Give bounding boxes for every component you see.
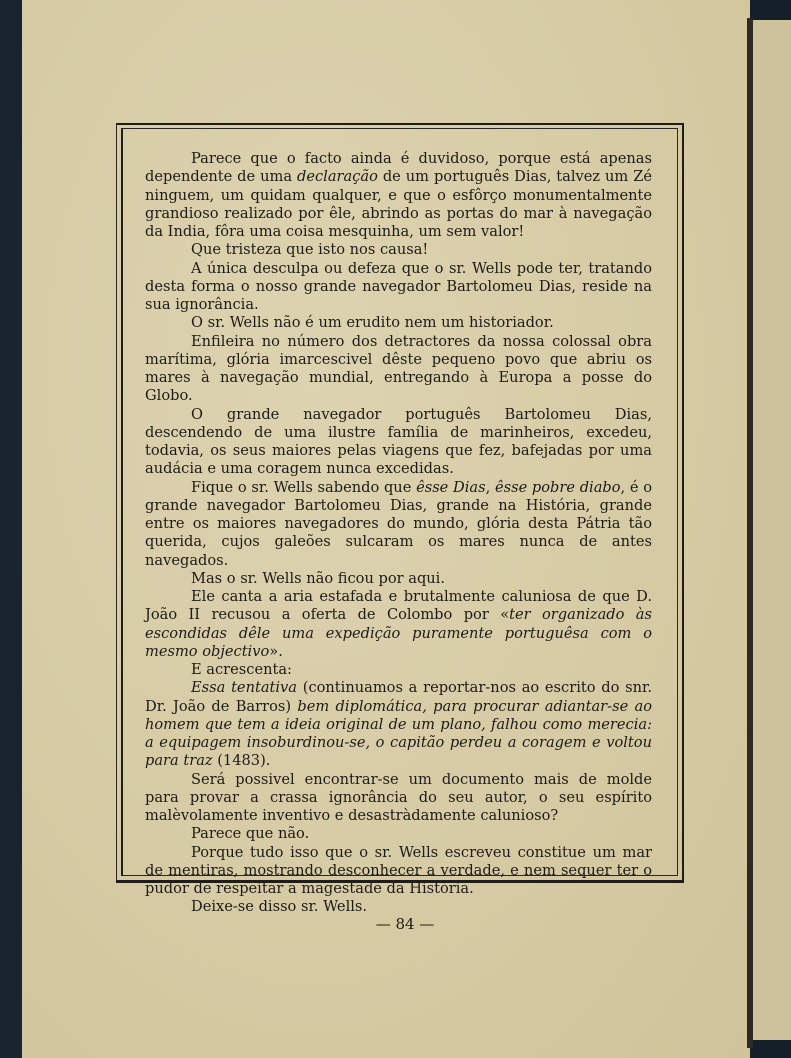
adjacent-page-edge <box>753 20 791 1040</box>
paragraph: Será possivel encontrar-se um documento mais de molde para provar a crassa ignorância do seu autor, o seu espírito malèvolamente inventivo e desastràdamente calunioso? <box>145 770 652 824</box>
paragraph: Essa tentativa (continuamos a reportar-nos ao escrito do snr. Dr. João de Barros) bem diplomática, para procurar adiantar-se ao homem que tem a ideia original de um plano, falhou como merecia: a equipagem insoburdinou-se, o capitão perdeu a coragem e voltou para traz (1483). <box>145 679 653 770</box>
paragraph: Fique o sr. Wells sabendo que êsse Dias, êsse pobre diabo, é o grande navegador Bartolomeu Dias, grande na História, grande entre os maiores navegadores do mundo, glória desta Pátria tão querida, cujos galeões sulcaram os mares nunca de antes navegados. <box>145 478 653 569</box>
paragraph: A única desculpa ou defeza que o sr. Wells pode ter, tratando desta forma o nosso grande navegador Bartolomeu Dias, reside na sua ignorância. <box>145 259 652 313</box>
article-body <box>145 150 652 917</box>
scan-background-left <box>0 0 22 1058</box>
paragraph: E acrescenta: <box>191 661 292 678</box>
paragraph: O sr. Wells não é um erudito nem um historiador. <box>191 314 554 332</box>
paragraph: Que tristeza que isto nos causa! <box>191 241 429 259</box>
paragraph: Parece que o facto ainda é duvidoso, porque está apenas dependente de uma declaração de um português Dias, talvez um Zé ninguem, um quidam qualquer, e que o esfôrço monumentalmente grandioso realizado por êle, abrindo as portas do mar à navegação da India, fôra uma coisa mesquinha, um sem valor! <box>145 150 652 240</box>
paragraph: Mas o sr. Wells não ficou por aqui. <box>191 569 445 587</box>
paragraph: Ele canta a aria estafada e brutalmente caluniosa de que D. João II recusou a oferta de Colombo por «ter organizado às escondidas dêle uma expedição puramente portuguêsa com o mesmo objectivo». <box>145 588 652 660</box>
page-number: — 84 — <box>375 915 435 933</box>
paragraph: Porque tudo isso que o sr. Wells escreveu constitue um mar de mentiras, mostrando desconhecer a verdade, e nem sequer ter o pudor de respeitar a magestade da História. <box>145 843 652 897</box>
paragraph: Enfileira no número dos detractores da nossa colossal obra marítima, glória imarcescivel dêste pequeno povo que abriu os mares à navegação mundial, entregando à Europa a posse do Globo. <box>145 332 652 405</box>
paragraph: O grande navegador português Bartolomeu Dias, descendendo de uma ilustre família de marinheiros, excedeu, todavia, os seus maiores pelas viagens que fez, bafejadas por uma audácia e uma coragem nunca excedidas. <box>145 405 652 478</box>
paragraph: Parece que não. <box>191 825 310 843</box>
paragraph: Deixe-se disso sr. Wells. <box>191 898 368 916</box>
